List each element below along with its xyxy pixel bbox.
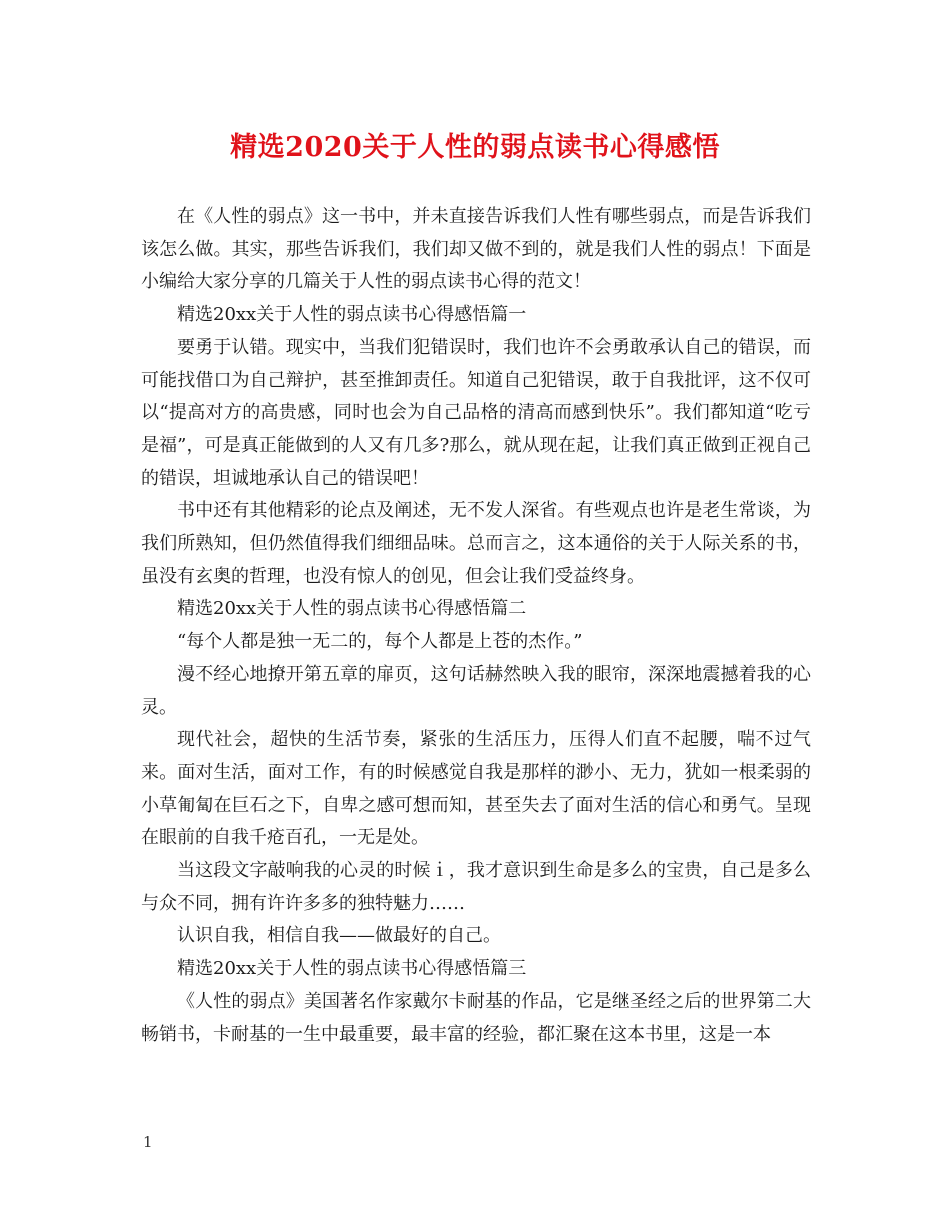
page-number: 1 bbox=[143, 1133, 153, 1151]
document-title: 精选2020关于人性的弱点读书心得感悟 bbox=[230, 132, 720, 163]
section-heading-3: 精选20xx关于人性的弱点读书心得感悟篇三 bbox=[177, 958, 527, 980]
paragraph: 漫不经心地撩开第五章的扉页，这句话赫然映入我的眼帘，深深地震撼着我的心灵。 bbox=[141, 663, 811, 718]
paragraph: 当这段文字敲响我的心灵的时候ｉ，我才意识到生命是多么的宝贵，自己是多么与众不同，拥有许许多多的独特魅力…… bbox=[141, 860, 811, 914]
paragraph-intro: 在《人性的弱点》这一书中，并未直接告诉我们人性有哪些弱点，而是告诉我们该怎么做。其实，那些告诉我们，我们却又做不到的，就是我们人性的弱点！下面是小编给大家分享的几篇关于人性的弱点读书心得的范文！ bbox=[141, 206, 811, 293]
document-body bbox=[141, 201, 811, 1051]
section-heading-1: 精选20xx关于人性的弱点读书心得感悟篇一 bbox=[177, 304, 527, 326]
paragraph: 现代社会，超快的生活节奏，紧张的生活压力，压得人们直不起腰，喘不过气来。面对生活，面对工作，有的时候感觉自我是那样的渺小、无力，犹如一根柔弱的小草匍匐在巨石之下，自卑之感可想而知，甚至失去了面对生活的信心和勇气。呈现在眼前的自我千疮百孔，一无是处。 bbox=[141, 729, 811, 849]
paragraph: 认识自我，相信自我——做最好的自己。 bbox=[177, 925, 501, 947]
paragraph-quote: “每个人都是独一无二的，每个人都是上苍的杰作。” bbox=[177, 631, 583, 653]
section-heading-2: 精选20xx关于人性的弱点读书心得感悟篇二 bbox=[177, 598, 527, 620]
paragraph: 书中还有其他精彩的论点及阐述，无不发人深省。有些观点也许是老生常谈，为我们所熟知，但仍然值得我们细细品味。总而言之，这本通俗的关于人际关系的书，虽没有玄奥的哲理，也没有惊人的创见，但会让我们受益终身。 bbox=[141, 500, 811, 587]
paragraph: 《人性的弱点》美国著名作家戴尔卡耐基的作品，它是继圣经之后的世界第二大畅销书，卡耐基的一生中最重要，最丰富的经验，都汇聚在这本书里，这是一本 bbox=[141, 990, 811, 1045]
paragraph: 要勇于认错。现实中，当我们犯错误时，我们也许不会勇敢承认自己的错误，而可能找借口为自己辩护，甚至推卸责任。知道自己犯错误，敢于自我批评，这不仅可以“提高对方的高贵感，同时也会为自己品格的清高而感到快乐”。我们都知道“吃亏是福”，可是真正能做到的人又有几多?那么，就从现在起，让我们真正做到正视自己的错误，坦诚地承认自己的错误吧！ bbox=[141, 336, 811, 489]
